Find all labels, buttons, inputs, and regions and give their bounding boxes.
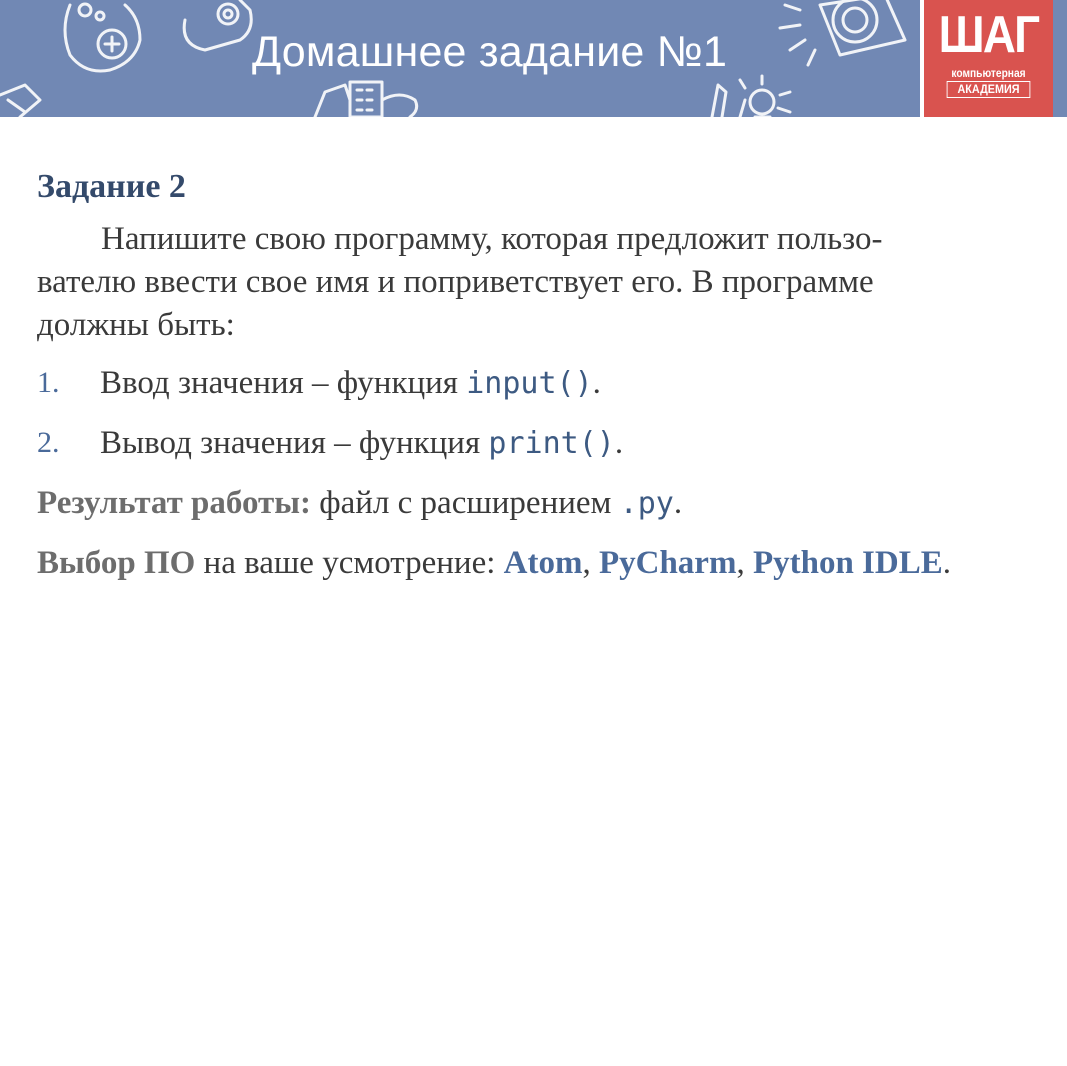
description-line-1: Напишите свою программу, которая предложит пользо-	[101, 221, 883, 257]
page-title: Домашнее задание №1	[252, 28, 728, 76]
list-item	[37, 362, 1037, 405]
list-item-number: 1.	[37, 366, 60, 399]
software-separator: ,	[582, 545, 599, 581]
software-option-atom: Atom	[503, 545, 583, 581]
list-item-number: 2.	[37, 426, 60, 459]
list-item	[37, 422, 1037, 465]
software-text: на ваше усмотрение:	[195, 545, 504, 581]
description-line-2: вателю ввести свое имя и поприветствует его. В программе	[37, 264, 874, 300]
requirements-list	[37, 362, 1037, 465]
task-description	[37, 218, 997, 347]
file-extension: .py	[619, 486, 674, 521]
result-label: Результат работы:	[37, 485, 311, 521]
header-banner	[0, 0, 1067, 117]
software-separator: ,	[736, 545, 753, 581]
list-item-text: Вывод значения – функция	[100, 425, 489, 461]
list-item-end: .	[614, 425, 624, 461]
software-line	[37, 542, 1037, 584]
code-snippet: input()	[466, 366, 593, 401]
logo-subtitle-2: АКАДЕМИЯ	[947, 81, 1031, 98]
logo-subtitle-1: компьютерная	[951, 66, 1026, 80]
description-line-3: должны быть:	[37, 307, 235, 343]
software-option-pycharm: PyCharm	[598, 545, 737, 581]
task-title: Задание 2	[37, 168, 186, 205]
task-content	[37, 166, 1037, 601]
result-end: .	[673, 485, 683, 521]
list-item-text: Ввод значения – функция	[100, 365, 467, 401]
list-item-end: .	[592, 365, 601, 401]
software-end: .	[942, 545, 952, 581]
software-label: Выбор ПО	[37, 545, 196, 581]
software-option-python-idle: Python IDLE	[752, 545, 943, 581]
result-text: файл с расширением	[311, 485, 620, 521]
result-line	[37, 482, 1037, 525]
academy-logo	[920, 0, 1053, 117]
code-snippet: print()	[488, 426, 615, 461]
logo-main-text: ШАГ	[938, 6, 1039, 64]
